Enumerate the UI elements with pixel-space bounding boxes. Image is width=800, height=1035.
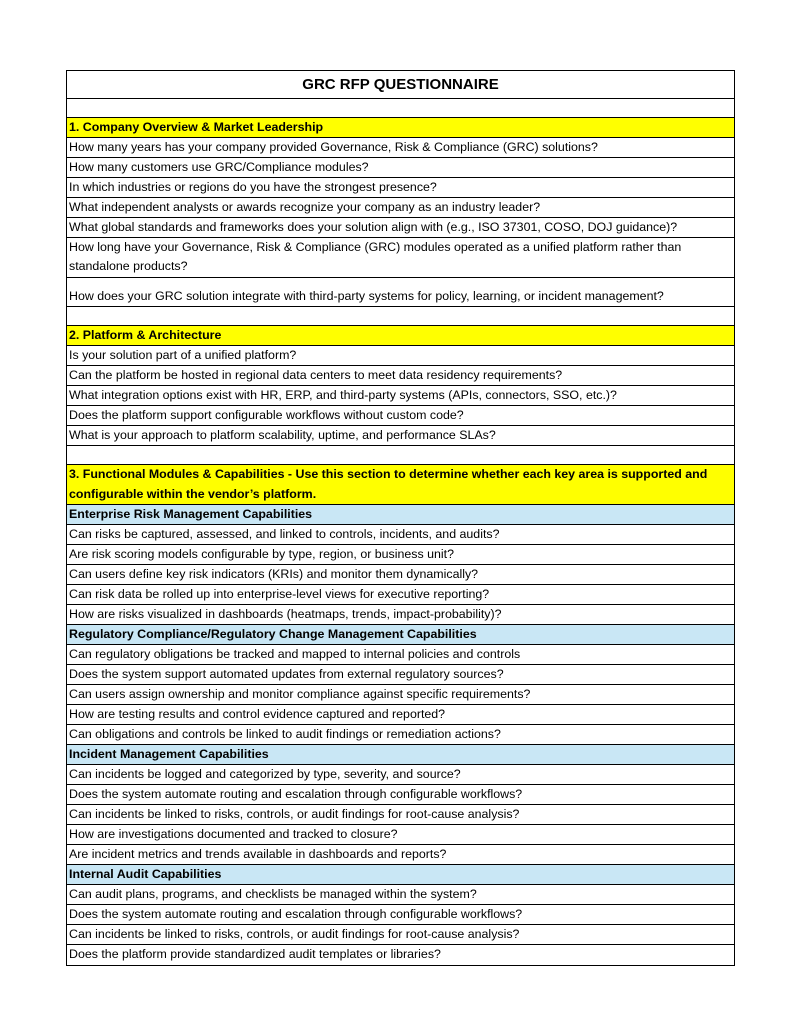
subsection-header: Incident Management Capabilities [67,745,734,765]
blank-row [67,99,734,118]
question-row: How long have your Governance, Risk & Compliance (GRC) modules operated as a unified platform rather than standalone products? [67,238,734,278]
page-title: GRC RFP QUESTIONNAIRE [67,71,734,99]
question-row: Does the system support automated updates from external regulatory sources? [67,665,734,685]
question-row: Can risks be captured, assessed, and linked to controls, incidents, and audits? [67,525,734,545]
question-row: In which industries or regions do you have the strongest presence? [67,178,734,198]
question-row: Does the platform support configurable workflows without custom code? [67,406,734,426]
question-row: What independent analysts or awards recognize your company as an industry leader? [67,198,734,218]
section-header: 2. Platform & Architecture [67,326,734,346]
question-row: Can users define key risk indicators (KRIs) and monitor them dynamically? [67,565,734,585]
question-row: What is your approach to platform scalability, uptime, and performance SLAs? [67,426,734,446]
questionnaire-table [66,70,735,966]
question-row: Does the system automate routing and escalation through configurable workflows? [67,905,734,925]
question-row: Can incidents be logged and categorized by type, severity, and source? [67,765,734,785]
subsection-header: Regulatory Compliance/Regulatory Change Management Capabilities [67,625,734,645]
question-row: How many customers use GRC/Compliance modules? [67,158,734,178]
question-row: Can audit plans, programs, and checklists be managed within the system? [67,885,734,905]
question-row: Can risk data be rolled up into enterprise-level views for executive reporting? [67,585,734,605]
question-row: How are investigations documented and tracked to closure? [67,825,734,845]
blank-row [67,446,734,465]
question-row: Can incidents be linked to risks, controls, or audit findings for root-cause analysis? [67,805,734,825]
subsection-header: Internal Audit Capabilities [67,865,734,885]
questionnaire-rows [67,99,734,965]
question-row: Can incidents be linked to risks, controls, or audit findings for root-cause analysis? [67,925,734,945]
question-row: Does the platform provide standardized audit templates or libraries? [69,947,441,961]
question-row: Can users assign ownership and monitor compliance against specific requirements? [67,685,734,705]
section-header: 1. Company Overview & Market Leadership [67,118,734,138]
question-row: Are incident metrics and trends available in dashboards and reports? [67,845,734,865]
question-row: How are testing results and control evidence captured and reported? [67,705,734,725]
question-row: Is your solution part of a unified platform? [67,346,734,366]
question-row: How many years has your company provided Governance, Risk & Compliance (GRC) solutions? [67,138,734,158]
question-row: Can regulatory obligations be tracked and mapped to internal policies and controls [67,645,734,665]
question-row: Are risk scoring models configurable by type, region, or business unit? [67,545,734,565]
question-row: Does the system automate routing and escalation through configurable workflows? [67,785,734,805]
question-row: How does your GRC solution integrate with third-party systems for policy, learning, or incident management? [67,278,734,307]
question-row: What integration options exist with HR, ERP, and third-party systems (APIs, connectors, SSO, etc.)? [67,386,734,406]
question-row: Can the platform be hosted in regional data centers to meet data residency requirements? [67,366,734,386]
section-header: 3. Functional Modules & Capabilities - Use this section to determine whether each key area is supported and configurable within the vendor’s platform. [67,465,734,505]
question-row: What global standards and frameworks does your solution align with (e.g., ISO 37301, COSO, DOJ guidance)? [67,218,734,238]
question-row: Can obligations and controls be linked to audit findings or remediation actions? [67,725,734,745]
subsection-header: Enterprise Risk Management Capabilities [67,505,734,525]
blank-row [67,307,734,326]
question-row: How are risks visualized in dashboards (heatmaps, trends, impact-probability)? [67,605,734,625]
